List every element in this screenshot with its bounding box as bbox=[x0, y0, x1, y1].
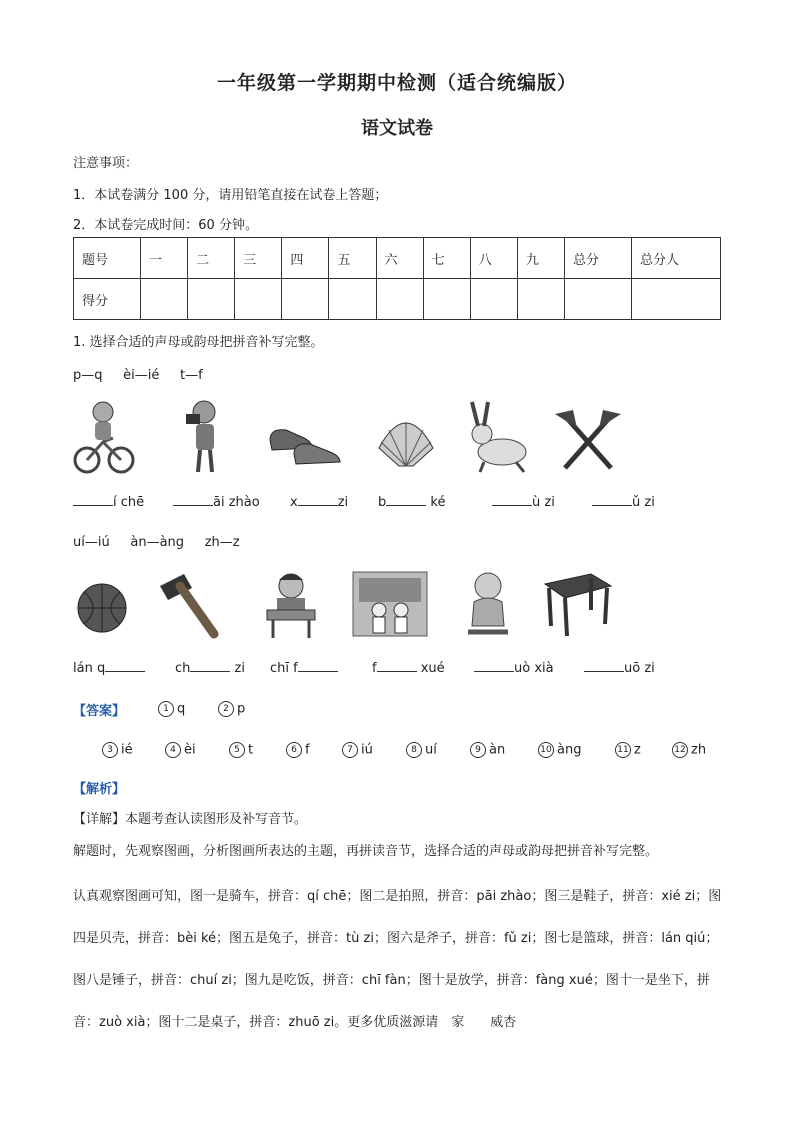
score-cell[interactable] bbox=[565, 279, 632, 320]
rabbit-picture bbox=[462, 400, 534, 476]
answer-item-4 bbox=[165, 742, 196, 758]
table-picture bbox=[543, 570, 613, 638]
answer-blank[interactable] bbox=[377, 659, 417, 672]
answer-blank[interactable] bbox=[474, 659, 514, 672]
score-cell[interactable] bbox=[423, 279, 470, 320]
suffix: āi zhào bbox=[213, 495, 260, 510]
child-with-camera-picture bbox=[178, 398, 230, 476]
answer-item-12 bbox=[672, 742, 706, 758]
answer-number: 2 bbox=[218, 701, 234, 717]
table-cell: 八 bbox=[470, 238, 517, 279]
table-cell: 总分 bbox=[565, 238, 632, 279]
answer-text: uí bbox=[425, 742, 437, 758]
shell-picture bbox=[373, 412, 439, 472]
pinyin-fill-3 bbox=[290, 493, 348, 510]
answer-text: àn bbox=[489, 742, 506, 758]
table-cell: 三 bbox=[235, 238, 282, 279]
pinyin-fill-8 bbox=[175, 659, 245, 676]
score-table-score-row bbox=[74, 279, 721, 320]
answer-item-5 bbox=[229, 742, 253, 758]
answer-text: p bbox=[237, 701, 246, 717]
answer-item-7 bbox=[342, 742, 373, 758]
pinyin-fill-4 bbox=[378, 493, 445, 510]
pinyin-fill-12 bbox=[584, 659, 655, 676]
answer-item-10 bbox=[538, 742, 581, 758]
answer-blank[interactable] bbox=[584, 659, 624, 672]
analysis-paragraph-2: 认真观察图画可知，图一是骑车，拼音：qí chē；图二是拍照，拼音：pāi zhào；图三是鞋子，拼音：xié zi；图四是贝壳，拼音：bèi ké；图五是兔子，拼音：tù zi；图六是斧子，拼音：fǔ zi；图七是篮球，拼音：lán qiú；图八是锤子，拼音：chuí zi；图九是吃饭，拼音：chī fàn；图十是放学，拼音：fàng xué；图十一是坐下，拼音：zuò xià；图十二是桌子，拼音：zhuō zi。更多优质滋源请 家 威杏 bbox=[73, 889, 722, 1030]
answer-number: 3 bbox=[102, 742, 118, 758]
score-table bbox=[73, 237, 721, 320]
answer-number: 5 bbox=[229, 742, 245, 758]
page-subtitle: 语文试卷 bbox=[361, 118, 433, 139]
table-cell: 二 bbox=[188, 238, 235, 279]
options-row2: uí—iú àn—àng zh—z bbox=[73, 535, 240, 550]
answer-item-2 bbox=[218, 701, 245, 717]
score-cell[interactable] bbox=[282, 279, 329, 320]
answer-item-9 bbox=[470, 742, 505, 758]
options-row1: p—q èi—ié t—f bbox=[73, 368, 203, 383]
analysis-label: 【解析】 bbox=[73, 782, 126, 797]
suffix: zi bbox=[337, 495, 349, 510]
axe-picture bbox=[553, 408, 623, 474]
notes-heading: 注意事项： bbox=[73, 156, 139, 171]
suffix: zi bbox=[230, 661, 245, 676]
pinyin-fill-9 bbox=[270, 659, 338, 676]
question1-prompt: 1. 选择合适的声母或韵母把拼音补写完整。 bbox=[73, 335, 324, 350]
answer-number: 6 bbox=[286, 742, 302, 758]
answer-item-6 bbox=[286, 742, 310, 758]
answer-text: z bbox=[634, 742, 641, 758]
pinyin-fill-7 bbox=[73, 659, 145, 676]
prefix: b bbox=[378, 495, 387, 510]
pinyin-fill-2 bbox=[173, 493, 260, 510]
suffix: ké bbox=[426, 495, 446, 510]
pinyin-fill-10 bbox=[372, 659, 445, 676]
prefix: f bbox=[372, 661, 377, 676]
answer-number: 11 bbox=[615, 742, 631, 758]
score-table-header-row bbox=[74, 238, 721, 279]
prefix: ch bbox=[175, 661, 191, 676]
detail-text: 本题考查认读图形及补写音节。 bbox=[125, 812, 308, 827]
suffix: xué bbox=[416, 661, 445, 676]
pinyin-fill-1 bbox=[73, 493, 144, 510]
hammer-picture bbox=[158, 572, 220, 640]
table-cell: 一 bbox=[141, 238, 188, 279]
table-cell: 九 bbox=[517, 238, 564, 279]
suffix: uò xià bbox=[514, 661, 554, 676]
answer-blank[interactable] bbox=[173, 493, 213, 506]
answer-blank[interactable] bbox=[386, 493, 426, 506]
score-cell[interactable] bbox=[141, 279, 188, 320]
table-cell: 总分人 bbox=[632, 238, 721, 279]
answer-text: f bbox=[305, 742, 310, 758]
table-cell: 五 bbox=[329, 238, 376, 279]
page-title: 一年级第一学期期中检测（适合统编版） bbox=[216, 72, 577, 94]
answer-number: 9 bbox=[470, 742, 486, 758]
suffix: uō zi bbox=[624, 661, 655, 676]
score-cell[interactable] bbox=[517, 279, 564, 320]
answer-item-11 bbox=[615, 742, 641, 758]
boy-eating-picture bbox=[263, 570, 319, 640]
note-item-1: 1．本试卷满分 100 分，请用铅笔直接在试卷上答题； bbox=[73, 188, 388, 203]
suffix: ù zi bbox=[532, 495, 555, 510]
prefix: chī f bbox=[270, 661, 298, 676]
score-cell[interactable] bbox=[235, 279, 282, 320]
answer-number: 10 bbox=[538, 742, 554, 758]
table-cell: 六 bbox=[376, 238, 423, 279]
score-cell[interactable] bbox=[632, 279, 721, 320]
pinyin-fill-11 bbox=[474, 659, 554, 676]
answer-blank[interactable] bbox=[298, 659, 338, 672]
basketball-picture bbox=[76, 582, 128, 634]
answer-blank[interactable] bbox=[190, 659, 230, 672]
answer-text: t bbox=[248, 742, 254, 758]
answer-number: 1 bbox=[158, 701, 174, 717]
answer-blank[interactable] bbox=[592, 493, 632, 506]
answer-text: èi bbox=[184, 742, 196, 758]
table-cell: 得分 bbox=[74, 279, 141, 320]
suffix: ǔ zi bbox=[632, 495, 655, 510]
answer-blank[interactable] bbox=[298, 493, 338, 506]
girl-on-bike-picture bbox=[73, 398, 135, 476]
score-cell[interactable] bbox=[470, 279, 517, 320]
score-cell[interactable] bbox=[329, 279, 376, 320]
suffix: í chē bbox=[113, 495, 145, 510]
answer-blank[interactable] bbox=[105, 659, 145, 672]
score-cell[interactable] bbox=[376, 279, 423, 320]
score-cell[interactable] bbox=[188, 279, 235, 320]
answer-item-3 bbox=[102, 742, 133, 758]
shoes-picture bbox=[268, 420, 344, 468]
answer-item-8 bbox=[406, 742, 437, 758]
answer-number: 4 bbox=[165, 742, 181, 758]
answer-number: 7 bbox=[342, 742, 358, 758]
answer-number: 8 bbox=[406, 742, 422, 758]
analysis-paragraph-1: 解题时，先观察图画，分析图画所表达的主题，再拼读音节，选择合适的声母或韵母把拼音补写完整。 bbox=[73, 844, 659, 859]
answer-number: 12 bbox=[672, 742, 688, 758]
table-cell: 题号 bbox=[74, 238, 141, 279]
table-cell: 七 bbox=[423, 238, 470, 279]
answer-blank[interactable] bbox=[73, 493, 113, 506]
answer-item-1 bbox=[158, 701, 185, 717]
pinyin-fill-5 bbox=[492, 493, 555, 510]
answer-label: 【答案】 bbox=[73, 704, 126, 719]
answer-blank[interactable] bbox=[492, 493, 532, 506]
detail-label: 【详解】 bbox=[73, 812, 126, 827]
school-kids-picture bbox=[351, 570, 429, 638]
detail-line bbox=[73, 808, 307, 827]
answer-text: àng bbox=[557, 742, 582, 758]
table-cell: 四 bbox=[282, 238, 329, 279]
pinyin-fill-6 bbox=[592, 493, 655, 510]
answer-text: q bbox=[177, 701, 186, 717]
girl-sitting-picture bbox=[460, 570, 516, 640]
note-item-2: 2．本试卷完成时间：60 分钟。 bbox=[73, 218, 258, 233]
answer-text: ié bbox=[121, 742, 133, 758]
prefix: lán q bbox=[73, 661, 106, 676]
answer-text: zh bbox=[691, 742, 707, 758]
answer-text: iú bbox=[361, 742, 373, 758]
prefix: x bbox=[290, 495, 298, 510]
